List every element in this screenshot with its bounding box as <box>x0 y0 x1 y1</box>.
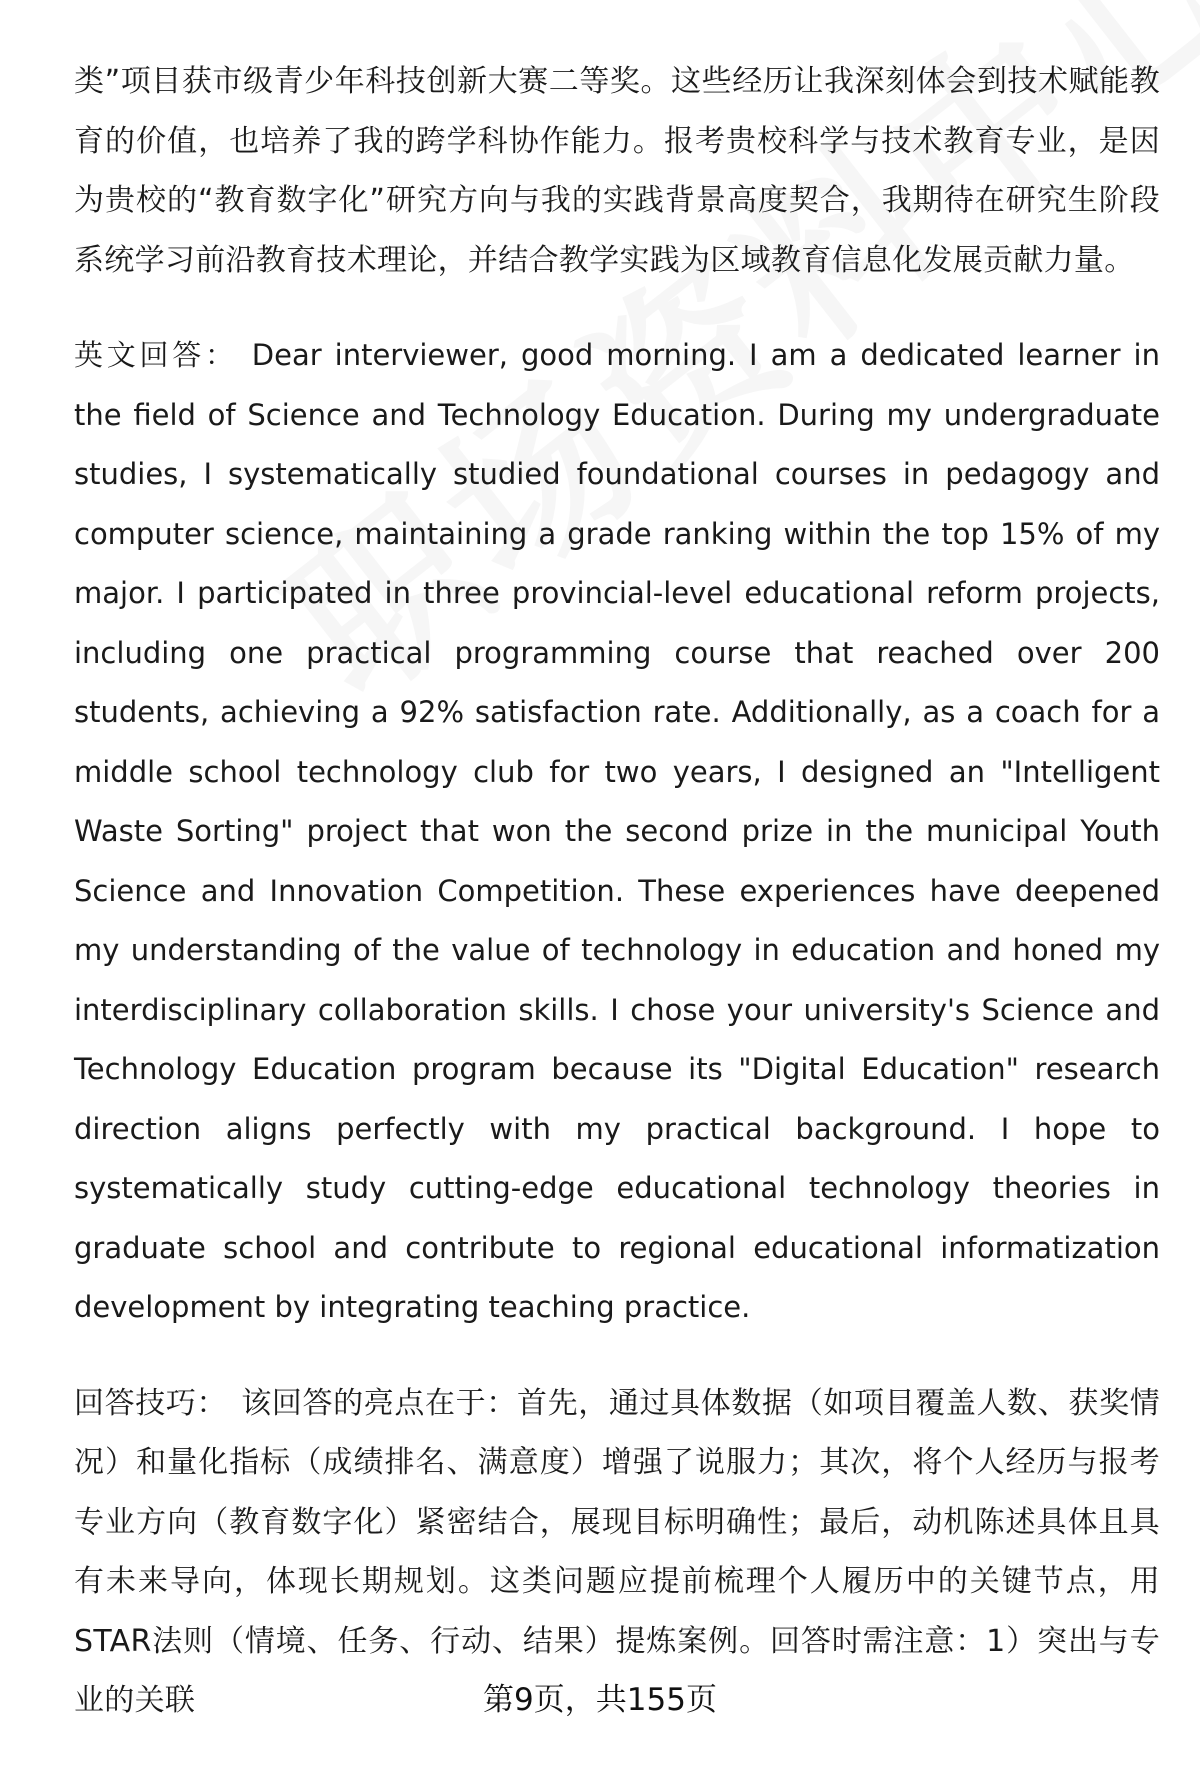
english-answer-text: Dear interviewer, good morning. I am a dedicated learner in the field of Science and Technology Education. During my undergraduate studies, I systematically studied foundational courses in pedagogy and computer science, maintaining a grade ranking within the top 15% of my major. I participated in three provincial-level educational reform projects, including one practical programming course that reached over 200 students, achieving a 92% satisfaction rate. Additionally, as a coach for a middle school technology club for two years, I designed an "Intelligent Waste Sorting" project that won the second prize in the municipal Youth Science and Innovation Competition. These experiences have deepened my understanding of the value of technology in education and honed my interdisciplinary collaboration skills. I chose your university's Science and Technology Education program because its "Digital Education" research direction aligns perfectly with my practical background. I hope to systematically study cutting-edge educational technology theories in graduate school and contribute to regional educational informatization development by integrating teaching practice. <box>74 338 1160 1324</box>
answer-tips-text: 该回答的亮点在于：首先，通过具体数据（如项目覆盖人数、获奖情况）和量化指标（成绩排名、满意度）增强了说服力；其次，将个人经历与报考专业方向（教育数字化）紧密结合，展现目标明确性；最后，动机陈述具体且具有未来导向，体现长期规划。这类问题应提前梳理个人履历中的关键节点，用STAR法则（情境、任务、行动、结果）提炼案例。回答时需注意：1）突出与专业的关联 <box>74 1385 1161 1718</box>
english-answer-label: 英文回答： <box>74 338 238 372</box>
english-answer-paragraph <box>74 326 1160 1338</box>
paragraph-cn-intro: 类”项目获市级青少年科技创新大赛二等奖。这些经历让我深刻体会到技术赋能教育的价值，也培养了我的跨学科协作能力。报考贵校科学与技术教育专业，是因为贵校的“教育数字化”研究方向与我的实践背景高度契合，我期待在研究生阶段系统学习前沿教育技术理论，并结合教学实践为区域教育信息化发展贡献力量。 <box>74 64 1160 278</box>
document-content <box>74 52 1160 1767</box>
page-number-footer: 第9页，共155页 <box>483 1682 717 1718</box>
answer-tips-label: 回答技巧： <box>74 1385 228 1421</box>
